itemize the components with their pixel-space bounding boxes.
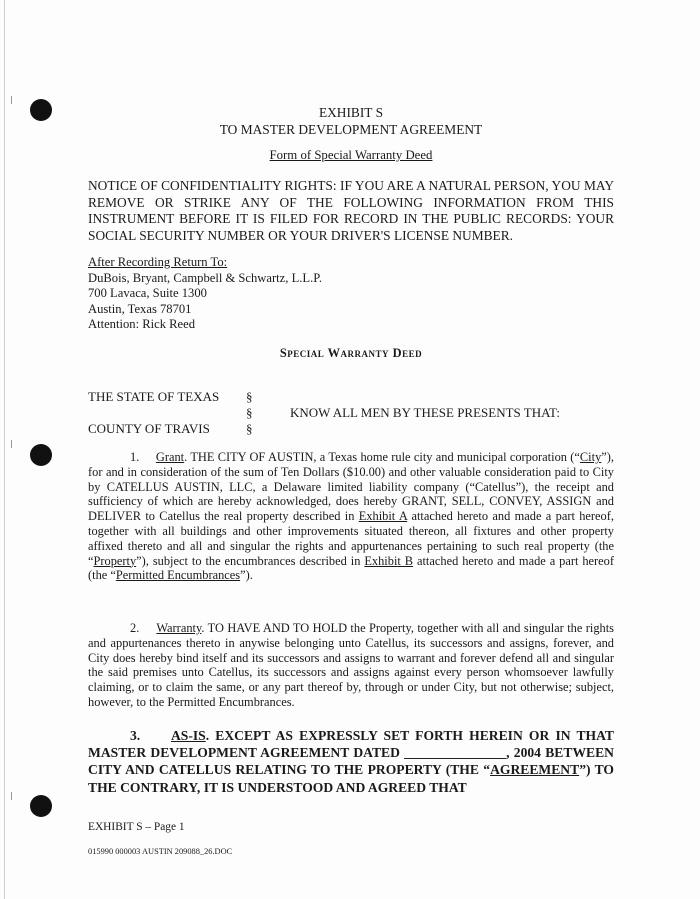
para-text: . TO HAVE AND TO HOLD the Property, together with all and singular the rights and appurtenances thereto in anywise belonging unto Catellus, its successors and assigns, forever, and City does hereby bind itself and its successors and assigns to warrant and forever defend all and singular the said premises unto Catellus, its successors and assigns against every person whomsoever lawfully claiming, or to claim the same, or any part thereof by, through or under City, but not otherwise; subject, however, to the Permitted Encumbrances. [88, 621, 614, 709]
form-title-text: Form of Special Warranty Deed [269, 148, 433, 162]
para-heading: Grant [155, 450, 185, 464]
return-address-block [88, 255, 614, 333]
paragraph-grant [88, 450, 614, 583]
para-text: attached hereto and made a part hereof, together with all buildings and other improvements situated thereon, all fixtures and other property affixed thereto and all and singular the rights and appurtenances pertaining to such real property (the “ [88, 509, 614, 568]
exhibit-reference: Exhibit B [364, 553, 414, 568]
scan-mark [11, 792, 12, 800]
date-blank: _______________ [404, 745, 507, 761]
scan-mark [11, 96, 12, 104]
return-to-line: DuBois, Bryant, Campbell & Schwartz, L.L.P. [88, 270, 323, 285]
para-text: . THE CITY OF AUSTIN, a Texas home rule city and municipal corporation (“ [184, 450, 580, 464]
section-mark: § [246, 421, 253, 436]
section-mark: § [246, 405, 253, 420]
exhibit-reference: Exhibit A [358, 509, 408, 524]
exhibit-title [88, 104, 614, 138]
know-all-men: KNOW ALL MEN BY THESE PRESENTS THAT: [290, 405, 560, 420]
para-text: ”), for and in consideration of the sum of Ten Dollars ($10.00) and other valuable consideration paid to City by CATELLUS AUSTIN, LLC, a Delaware limited liability company (“Catellus”), the receipt and sufficiency of which are hereby acknowledged, does hereby GRANT, SELL, CONVEY, ASSIGN and DELIVER to Catellus the real property described in [88, 450, 615, 524]
confidentiality-notice: NOTICE OF CONFIDENTIALITY RIGHTS: IF YOU ARE A NATURAL PERSON, YOU MAY REMOVE OR STRIKE ANY OF THE FOLLOWING INFORMATION FROM THIS INSTRUMENT BEFORE IT IS FILED FOR RECORD IN THE PUBLIC RECORDS: YOUR SOCIAL SECURITY NUMBER OR YOUR DRIVER'S LICENSE NUMBER. [88, 178, 614, 243]
return-to-line: 700 Lavaca, Suite 1300 [88, 286, 207, 301]
para-heading: Warranty [156, 621, 202, 635]
defined-term: Property [93, 553, 137, 568]
punch-hole-top [30, 99, 52, 121]
venue-state: THE STATE OF TEXAS [88, 389, 220, 404]
para-text: attached hereto and made a part hereof (the “ [88, 553, 614, 583]
form-title [88, 148, 614, 163]
return-to-line: Austin, Texas 78701 [88, 301, 192, 316]
para-number: 1. [130, 450, 140, 464]
scan-mark [11, 440, 12, 448]
para-text: ”). [240, 568, 253, 583]
defined-term: City [579, 450, 602, 464]
section-mark: § [246, 389, 253, 404]
para-text: , 2004 BETWEEN CITY AND CATELLUS RELATING TO THE PROPERTY (THE “ [88, 745, 614, 778]
page-edge-line [4, 0, 5, 899]
para-number: 3. [130, 728, 141, 743]
exhibit-line-1: EXHIBIT S [318, 105, 384, 120]
paragraph-as-is [88, 727, 614, 796]
para-number: 2. [130, 621, 140, 635]
punch-hole-bottom [30, 795, 52, 817]
paragraph-warranty [88, 621, 614, 710]
exhibit-line-2: TO MASTER DEVELOPMENT AGREEMENT [219, 122, 483, 137]
para-text: ”), subject to the encumbrances described in [136, 553, 365, 568]
return-to-line: Attention: Rick Reed [88, 317, 196, 332]
defined-term: Permitted Encumbrances [115, 568, 241, 583]
para-heading: AS-IS [170, 728, 206, 743]
footer-doc-id: 015990 000003 AUSTIN 209088_26.DOC [88, 847, 233, 856]
para-text: . EXCEPT AS EXPRESSLY SET FORTH HEREIN OR IN THAT MASTER DEVELOPMENT AGREEMENT DATED [88, 728, 614, 761]
para-text: ”) TO THE CONTRARY, IT IS UNDERSTOOD AND AGREED THAT [88, 762, 614, 795]
footer-page-label: EXHIBIT S – Page 1 [88, 821, 185, 833]
venue-county: COUNTY OF TRAVIS [88, 421, 210, 436]
deed-title: Special Warranty Deed [279, 346, 423, 360]
defined-term: AGREEMENT [490, 762, 580, 778]
return-to-heading: After Recording Return To: [88, 255, 228, 269]
punch-hole-middle [30, 444, 52, 466]
